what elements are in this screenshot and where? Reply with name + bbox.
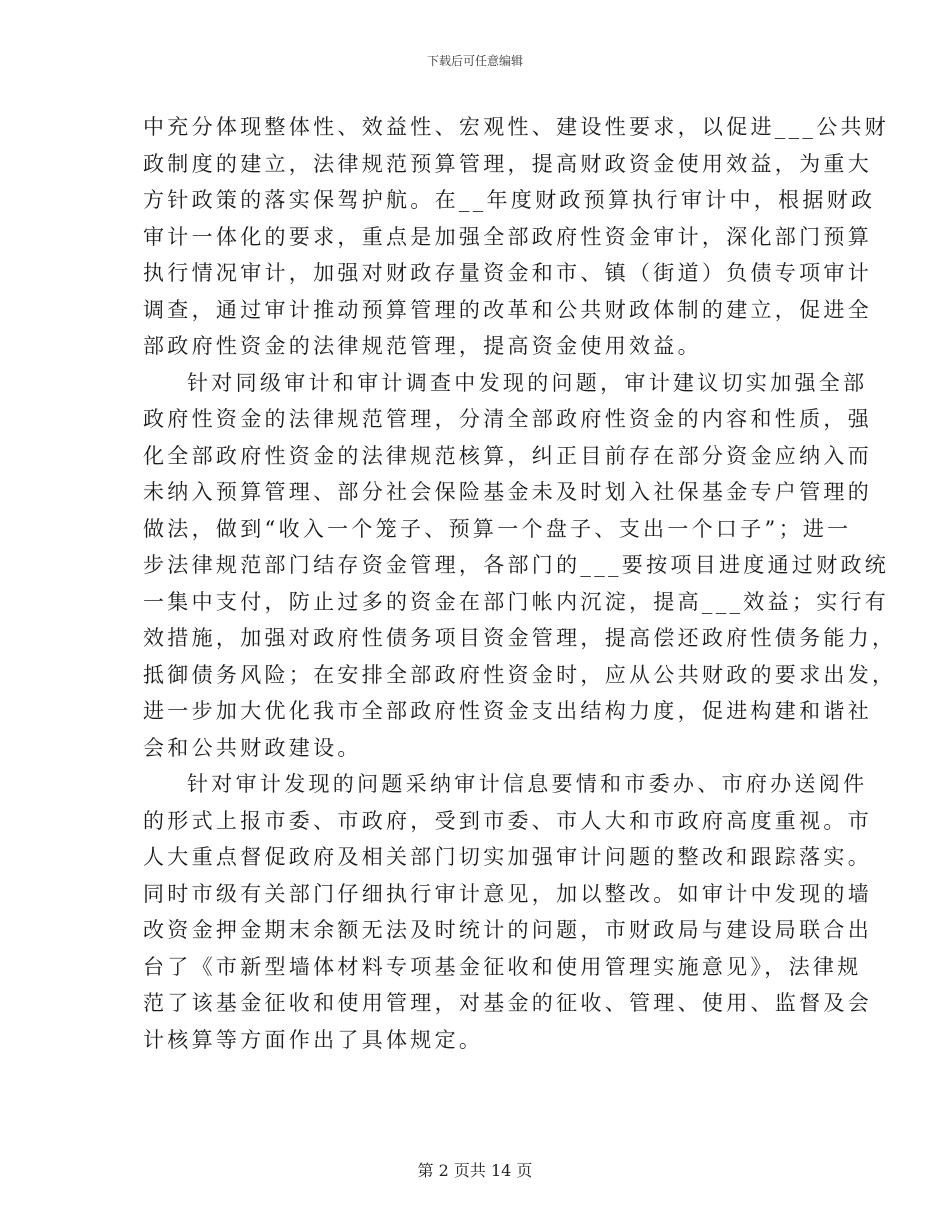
text-line: 执行情况审计，加强对财政存量资金和市、镇（街道）负债专项审计	[143, 261, 872, 285]
text-line: 抵御债务风险；在安排全部政府性资金时，应从公共财政的要求出发，	[143, 662, 897, 687]
text-line: 台了《市新型墙体材料专项基金征收和使用管理实施意见》，法律规	[143, 954, 862, 979]
text-line: 进一步加大优化我市全部政府性资金支出结构力度，促进构建和谐社	[143, 699, 872, 723]
page-header: 下载后可任意编辑	[426, 54, 523, 68]
text-line: 会和公共财政建设。	[143, 735, 362, 760]
document-body	[143, 109, 897, 1058]
text-line: 政制度的建立，法律规范预算管理，提高财政资金使用效益，为重大	[143, 151, 872, 176]
text-line: 化全部政府性资金的法律规范核算，纠正目前存在部分资金应纳入而	[143, 443, 872, 468]
text-line: 同时市级有关部门仔细执行审计意见，加以整改。如审计中发现的墙	[143, 881, 872, 906]
text-line: 计核算等方面作出了具体规定。	[143, 1027, 484, 1052]
text-line: 做法，做到“收入一个笼子、预算一个盘子、支出一个口子”；进一	[143, 516, 852, 541]
paragraph-1	[143, 109, 890, 365]
text-line: 中充分体现整体性、效益性、宏观性、建设性要求，以促进___公共财	[143, 115, 890, 139]
text-line: 人大重点督促政府及相关部门切实加强审计问题的整改和跟踪落实。	[143, 845, 872, 869]
paragraph-2	[143, 365, 897, 767]
text-line: 未纳入预算管理、部分社会保险基金未及时划入社保基金专户管理的	[143, 480, 872, 504]
text-line: 的形式上报市委、市政府，受到市委、市人大和市政府高度重视。市	[143, 808, 872, 833]
text-line: 效措施，加强对政府性债务项目资金管理，提高偿还政府性债务能力，	[143, 626, 897, 650]
text-line-first: 针对审计发现的问题采纳审计信息要情和市委办、市府办送阅件	[187, 772, 868, 796]
text-line: 审计一体化的要求，重点是加强全部政府性资金审计，深化部门预算	[143, 224, 872, 249]
text-line: 部政府性资金的法律规范管理，提高资金使用效益。	[143, 334, 702, 358]
text-line: 一集中支付，防止过多的资金在部门帐内沉淀，提高___效益；实行有	[143, 589, 890, 614]
text-line: 改资金押金期末余额无法及时统计的问题，市财政局与建设局联合出	[143, 918, 872, 942]
text-line: 调查，通过审计推动预算管理的改革和公共财政体制的建立，促进全	[143, 297, 872, 322]
paragraph-3	[143, 766, 872, 1058]
text-line-first: 针对同级审计和审计调查中发现的问题，审计建议切实加强全部	[187, 370, 868, 395]
text-line: 方针政策的落实保驾护航。在__年度财政预算执行审计中，根据财政	[143, 188, 876, 212]
text-line: 步法律规范部门结存资金管理，各部门的___要按项目进度通过财政统	[143, 553, 890, 577]
text-line: 范了该基金征收和使用管理，对基金的征收、管理、使用、监督及会	[143, 991, 872, 1015]
text-line: 政府性资金的法律规范管理，分清全部政府性资金的内容和性质，强	[143, 407, 872, 431]
page-number: 第 2 页共 14 页	[417, 1161, 533, 1180]
